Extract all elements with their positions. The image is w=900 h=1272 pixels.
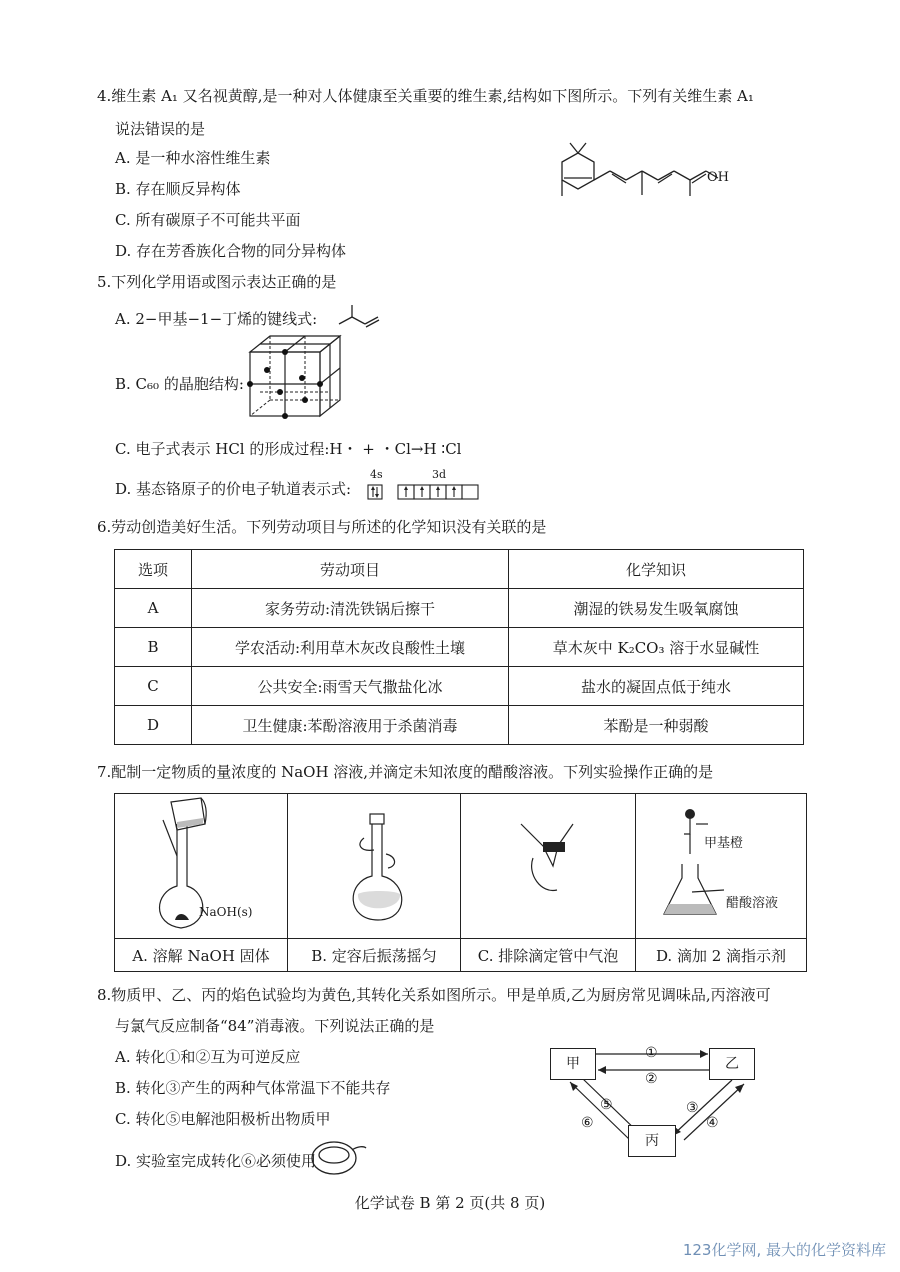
cell-labor: 公共安全:雨雪天气撒盐化冰	[192, 667, 509, 706]
q8-option-c: C. 转化⑤电解池阳极析出物质甲	[115, 1110, 331, 1128]
orbital-4s-label: 4s	[370, 468, 383, 481]
q8-stem-line2: 与氯气反应制备“84”消毒液。下列说法正确的是	[115, 1017, 435, 1035]
table-row	[115, 706, 804, 745]
q7-caption-d: D. 滴加 2 滴指示剂	[636, 939, 807, 972]
q7-caption-b: B. 定容后振荡摇匀	[288, 939, 461, 972]
orbital-3d-label: 3d	[432, 468, 447, 481]
q4-option-a: A. 是一种水溶性维生素	[115, 149, 271, 167]
cell-option: A	[115, 589, 192, 628]
q7-label-acid: 醋酸溶液	[726, 896, 779, 911]
q7-figure-b	[288, 794, 461, 939]
cell-option: C	[115, 667, 192, 706]
arrow-label-6: ⑥	[581, 1115, 594, 1131]
arrow-label-2: ②	[645, 1071, 658, 1087]
q4-stem-line1: 4.维生素 A₁ 又名视黄醇,是一种对人体健康至关重要的维生素,结构如下图所示。下列有关维生素 A₁	[97, 87, 754, 105]
node-yi: 乙	[709, 1048, 755, 1080]
q6-stem: 6.劳动创造美好生活。下列劳动项目与所述的化学知识没有关联的是	[97, 518, 547, 536]
q4-option-d: D. 存在芳香族化合物的同分异构体	[115, 242, 347, 260]
q5-option-d: D. 基态铬原子的价电子轨道表示式:	[115, 480, 352, 498]
header-option: 选项	[115, 550, 192, 589]
q5-option-a: A. 2−甲基−1−丁烯的键线式:	[115, 310, 318, 328]
header-labor: 劳动项目	[192, 550, 509, 589]
shake-flask-drawing	[288, 794, 460, 934]
page-footer: 化学试卷 B 第 2 页(共 8 页)	[354, 1194, 546, 1212]
cell-labor: 家务劳动:清洗铁锅后擦干	[192, 589, 509, 628]
q7-table	[114, 793, 807, 972]
conical-flask-drawing	[636, 794, 806, 934]
q6-table	[114, 549, 804, 745]
watermark: 123化学网, 最大的化学资料库	[682, 1241, 886, 1259]
cell-knowledge: 苯酚是一种弱酸	[509, 706, 804, 745]
header-knowledge: 化学知识	[509, 550, 804, 589]
q4-structure-oh: OH	[707, 170, 729, 185]
arrow-label-5: ⑤	[600, 1097, 613, 1113]
evaporating-dish-icon	[308, 1138, 368, 1178]
arrow-label-3: ③	[686, 1100, 699, 1116]
q7-caption-a: A. 溶解 NaOH 固体	[115, 939, 288, 972]
table-row	[115, 628, 804, 667]
c60-unit-cell	[240, 332, 352, 420]
cell-knowledge: 盐水的凝固点低于纯水	[509, 667, 804, 706]
q4-option-c: C. 所有碳原子不可能共平面	[115, 211, 301, 229]
q8-option-a: A. 转化①和②互为可逆反应	[115, 1048, 301, 1066]
table-row	[115, 667, 804, 706]
cell-labor: 学农活动:利用草木灰改良酸性土壤	[192, 628, 509, 667]
q7-figure-a	[115, 794, 288, 939]
table-header-row	[115, 550, 804, 589]
q7-label-indicator: 甲基橙	[704, 836, 744, 851]
q5-option-b: B. C₆₀ 的晶胞结构:	[115, 375, 244, 393]
cell-option: B	[115, 628, 192, 667]
cell-knowledge: 潮湿的铁易发生吸氧腐蚀	[509, 589, 804, 628]
q4-option-b: B. 存在顺反异构体	[115, 180, 241, 198]
q8-option-b: B. 转化③产生的两种气体常温下不能共存	[115, 1079, 391, 1097]
q4-stem-line2: 说法错误的是	[115, 120, 206, 138]
orbital-diagram	[366, 482, 486, 502]
cell-option: D	[115, 706, 192, 745]
node-bing: 丙	[628, 1125, 676, 1157]
arrow-label-4: ④	[706, 1115, 719, 1131]
q8-option-d: D. 实验室完成转化⑥必须使用	[115, 1152, 317, 1170]
table-row	[115, 589, 804, 628]
q8-stem-line1: 8.物质甲、乙、丙的焰色试验均为黄色,其转化关系如图所示。甲是单质,乙为厨房常见调味品,丙溶液可	[97, 986, 771, 1004]
q7-stem: 7.配制一定物质的量浓度的 NaOH 溶液,并滴定未知浓度的醋酸溶液。下列实验操作正确的是	[97, 763, 714, 781]
cell-knowledge: 草木灰中 K₂CO₃ 溶于水显碱性	[509, 628, 804, 667]
burette-drawing	[461, 794, 635, 934]
q5-option-c: C. 电子式表示 HCl 的形成过程:H・ + ・Cl→H ∶Cl	[115, 440, 462, 458]
arrow-label-1: ①	[645, 1045, 658, 1061]
node-jia: 甲	[550, 1048, 596, 1080]
q7-figure-d	[636, 794, 807, 939]
q5-stem: 5.下列化学用语或图示表达正确的是	[97, 273, 337, 291]
cell-labor: 卫生健康:苯酚溶液用于杀菌消毒	[192, 706, 509, 745]
skeletal-formula	[335, 304, 383, 330]
q7-caption-c: C. 排除滴定管中气泡	[461, 939, 636, 972]
q7-label-naoh: NaOH(s)	[199, 905, 253, 919]
q7-figure-c	[461, 794, 636, 939]
